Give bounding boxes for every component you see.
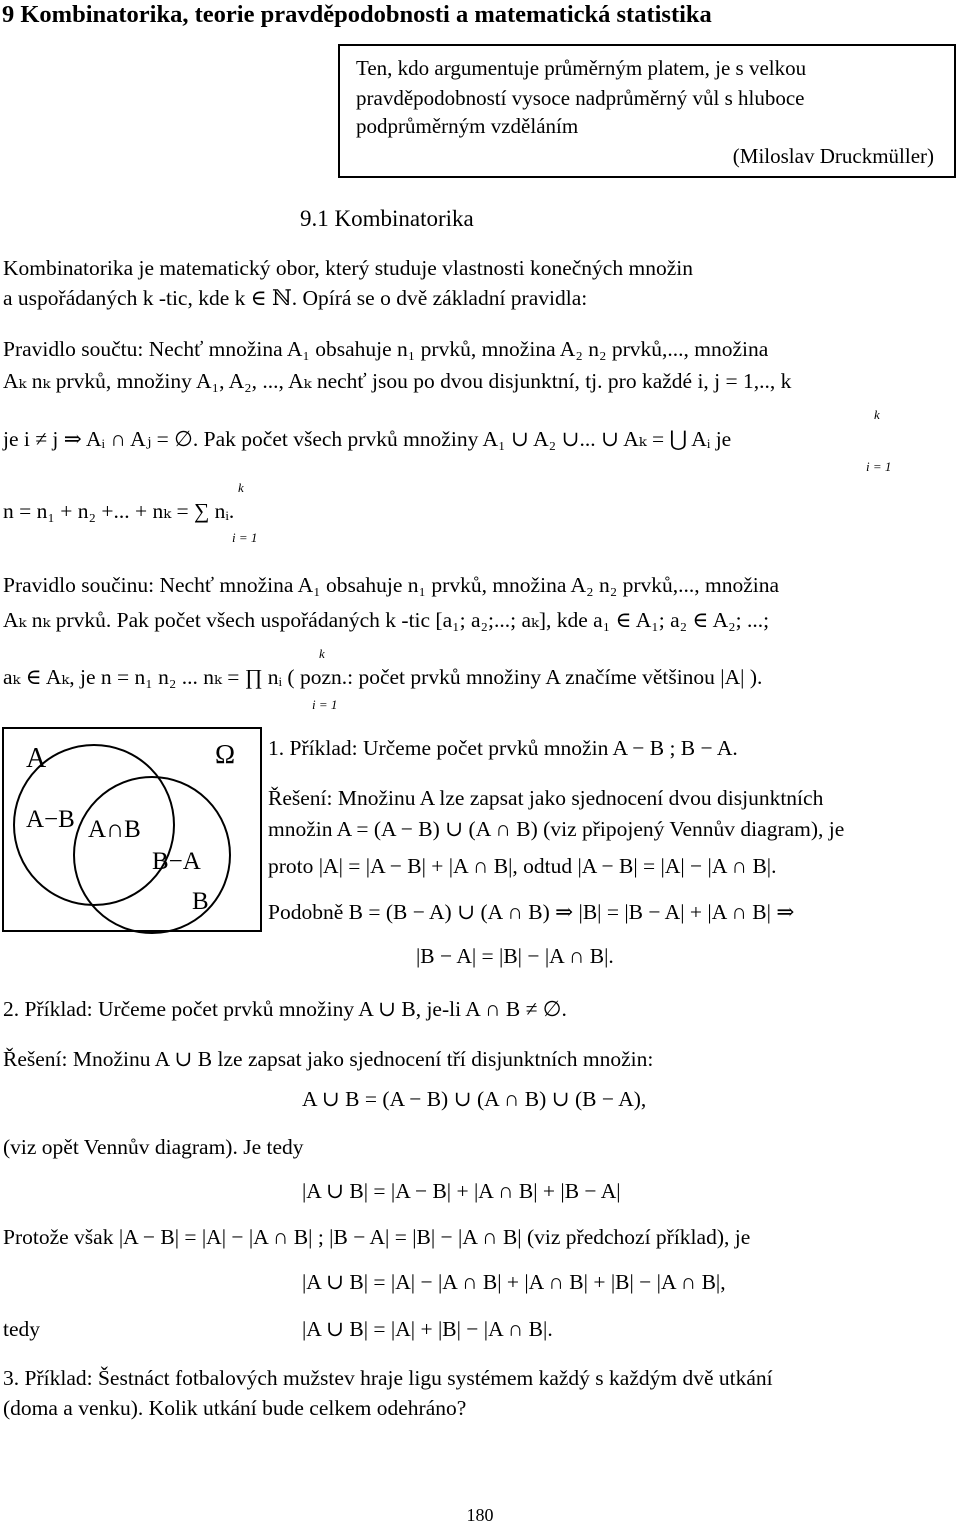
quote-line-3: podprůměrným vzděláním: [356, 114, 579, 138]
example-1-solution-line-2: množin A = (A − B) ∪ (A ∩ B) (viz připojený Vennův diagram), je: [268, 817, 845, 841]
example-2-equation-1: A ∪ B = (A − B) ∪ (A ∩ B) ∪ (B − A),: [302, 1087, 647, 1111]
venn-label-a-minus-b: A−B: [26, 806, 75, 833]
example-2-equation-3: |A ∪ B| = |A| − |A ∩ B| + |A ∩ B| + |B| − |A ∩ B|,: [302, 1270, 726, 1294]
product-rule-line-2: Aₖ nₖ prvků. Pak počet všech uspořádaných k -tic [a₁; a₂;...; aₖ], kde a₁ ∈ A₁; a₂ ∈ A₂; ...;: [3, 608, 770, 632]
example-2-solution-line-3: Protože však |A − B| = |A| − |A ∩ B| ; |B − A| = |B| − |A ∩ B| (viz předchozí příklad), je: [3, 1225, 751, 1249]
quote-box: [338, 44, 956, 178]
example-3-line-1: 3. Příklad: Šestnáct fotbalových mužstev hraje ligu systémem každý s každým dvě utkání: [3, 1366, 773, 1390]
product-rule-line-3: aₖ ∈ Aₖ, je n = n₁ n₂ ... nₖ = ∏ nᵢ ( pozn.: počet prvků množiny A značíme většinou |A| ).: [3, 665, 763, 689]
example-2-tedy: tedy: [3, 1317, 41, 1341]
intro-line-2: a uspořádaných k -tic, kde k ∈ ℕ. Opírá se o dvě základní pravidla:: [3, 286, 588, 310]
example-2-equation-2: |A ∪ B| = |A − B| + |A ∩ B| + |B − A|: [302, 1179, 621, 1203]
venn-label-a: A: [26, 743, 47, 774]
example-3-line-2: (doma a venku). Kolik utkání bude celkem odehráno?: [3, 1396, 467, 1420]
example-1-solution-line-3: proto |A| = |A − B| + |A ∩ B|, odtud |A − B| = |A| − |A ∩ B|.: [268, 854, 777, 878]
example-2-solution-line-2: (viz opět Vennův diagram). Je tedy: [3, 1135, 304, 1159]
section-title: 9.1 Kombinatorika: [300, 206, 474, 231]
example-2-equation-4: |A ∪ B| = |A| + |B| − |A ∩ B|.: [302, 1317, 553, 1341]
example-1-solution-line-5: |B − A| = |B| − |A ∩ B|.: [416, 944, 614, 968]
venn-label-a-and-b: A∩B: [88, 816, 141, 843]
sum-rule-line-3: je i ≠ j ⇒ Aᵢ ∩ Aⱼ = ∅. Pak počet všech prvků množiny A₁ ∪ A₂ ∪... ∪ Aₖ = ⋃ Aᵢ je: [3, 427, 732, 451]
example-1-solution-line-1: Řešení: Množinu A lze zapsat jako sjednocení dvou disjunktních: [268, 786, 824, 810]
venn-label-b-minus-a: B−A: [152, 848, 201, 875]
sum-rule-line-4: n = n₁ + n₂ +... + nₖ = ∑ nᵢ.: [3, 499, 235, 523]
intro-line-1: Kombinatorika je matematický obor, který studuje vlastnosti konečných množin: [3, 256, 693, 280]
sum-rule-line-1: Pravidlo součtu: Nechť množina A₁ obsahuje n₁ prvků, množina A₂ n₂ prvků,..., množina: [3, 337, 769, 361]
sum-lower-limit: i = 1: [232, 530, 258, 545]
page-number: 180: [466, 1505, 494, 1525]
quote-author: (Miloslav Druckmüller): [732, 144, 934, 168]
union-lower-limit: i = 1: [866, 459, 892, 474]
chapter-title: 9 Kombinatorika, teorie pravděpodobnosti a matematická statistika: [2, 1, 712, 28]
example-1-title: 1. Příklad: Určeme počet prvků množin A − B ; B − A.: [268, 736, 738, 760]
venn-diagram: [2, 727, 264, 935]
quote-line-1: Ten, kdo argumentuje průměrným platem, je s velkou: [356, 56, 807, 80]
quote-line-2: pravděpodobností vysoce nadprůměrný vůl s hluboce: [356, 86, 805, 110]
example-2-title: 2. Příklad: Určeme počet prvků množiny A ∪ B, je-li A ∩ B ≠ ∅.: [3, 997, 567, 1021]
product-upper-limit: k: [319, 646, 325, 661]
example-1-solution-line-4: Podobně B = (B − A) ∪ (A ∩ B) ⇒ |B| = |B − A| + |A ∩ B| ⇒: [268, 900, 795, 924]
venn-label-omega: Ω: [215, 739, 236, 769]
example-2-solution-line-1: Řešení: Množinu A ∪ B lze zapsat jako sjednocení tří disjunktních množin:: [3, 1047, 654, 1071]
sum-upper-limit: k: [238, 480, 244, 495]
product-rule-line-1: Pravidlo součinu: Nechť množina A₁ obsahuje n₁ prvků, množina A₂ n₂ prvků,..., množina: [3, 573, 780, 597]
venn-label-b: B: [192, 888, 209, 915]
union-upper-limit: k: [874, 407, 880, 422]
sum-rule-line-2: Aₖ nₖ prvků, množiny A₁, A₂, ..., Aₖ nechť jsou po dvou disjunktní, tj. pro každé i, j = 1,.., k: [3, 369, 792, 393]
product-lower-limit: i = 1: [312, 697, 338, 712]
